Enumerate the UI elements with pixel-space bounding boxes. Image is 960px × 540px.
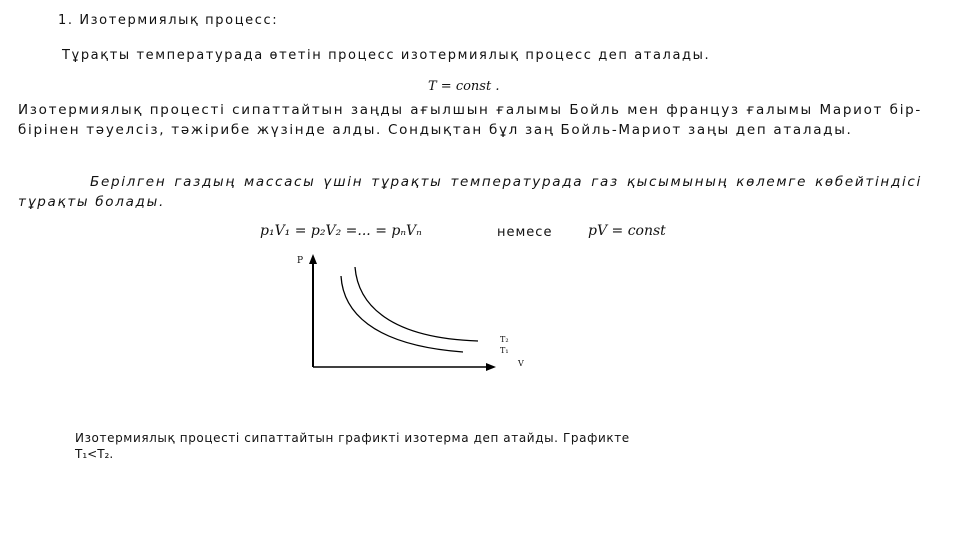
caption-line-2: T₁<T₂. bbox=[75, 447, 114, 461]
curve-label-t2: T₂ bbox=[500, 335, 509, 344]
or-word: немесе bbox=[497, 225, 553, 240]
formula-chain: p₁V₁ = p₂V₂ =... = pₙVₙ bbox=[260, 223, 422, 239]
v-axis-arrow bbox=[486, 363, 496, 371]
isotherm-t2 bbox=[355, 267, 478, 341]
paragraph-law-statement: Берілген газдың массасы үшін тұрақты температурада газ қысымының көлемге көбейтіндісі тұрақты болады. bbox=[18, 174, 922, 210]
formula-pv-const: pV = const bbox=[588, 223, 666, 239]
p-axis-label: P bbox=[297, 256, 304, 266]
caption-line-1: Изотермиялық процесті сипаттайтын графикті изотерма деп атайды. Графикте bbox=[75, 431, 630, 445]
paragraph-boyle-mariotte: Изотермиялық процесті сипаттайтын заңды ағылшын ғалымы Бойль мен француз ғалымы Мариот бір-бірінен тәуелсіз, тәжірибе жүзінде алды. Сондықтан бұл заң Бойль-Мариот заңы деп аталады. bbox=[18, 102, 922, 138]
definition-text: Тұрақты температурада өтетін процесс изотермиялық процесс деп аталады. bbox=[62, 48, 711, 63]
formula-t-const: T = const . bbox=[428, 79, 500, 94]
p-axis-arrow bbox=[309, 254, 317, 264]
curve-label-t1: T₁ bbox=[500, 346, 509, 355]
heading: 1. Изотермиялық процесс: bbox=[58, 13, 279, 28]
v-axis-label: V bbox=[518, 359, 524, 368]
